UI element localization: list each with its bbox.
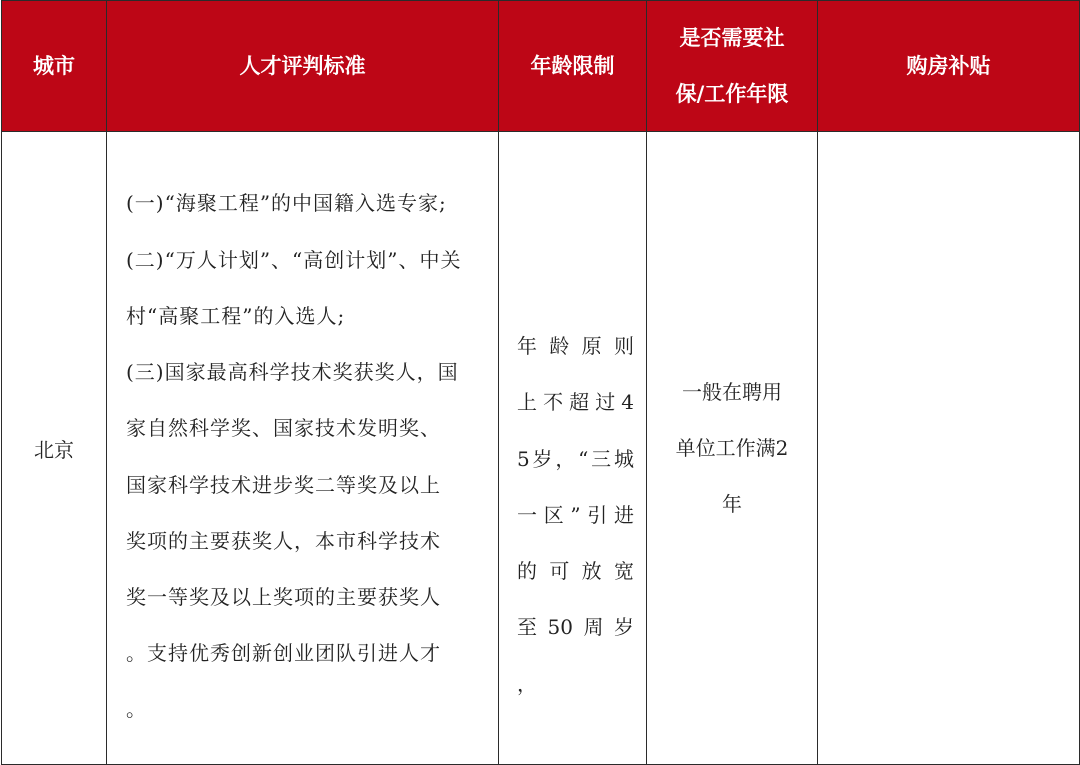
header-age: 年龄限制 <box>499 1 647 132</box>
cell-age-limit <box>499 132 647 765</box>
cell-subsidy <box>818 132 1080 765</box>
header-city: 城市 <box>2 1 107 132</box>
criteria-line: (一)“海聚工程”的中国籍入选专家; <box>126 191 447 216</box>
criteria-line: (三)国家最高科学技术奖获奖人，国 <box>126 360 459 385</box>
age-line: 至50周岁 <box>517 615 634 640</box>
criteria-line: 奖项的主要获奖人，本市科学技术 <box>126 528 441 553</box>
criteria-line: (二)“万人计划”、“高创计划”、中关 <box>126 247 462 272</box>
header-social-line-1: 是否需要社 <box>679 26 785 50</box>
criteria-line: 奖一等奖及以上奖项的主要获奖人 <box>126 584 441 609</box>
age-line: ， <box>517 671 537 696</box>
cell-social-security <box>647 132 818 765</box>
cell-criteria <box>107 132 499 765</box>
header-criteria: 人才评判标准 <box>107 1 499 132</box>
social-line: 一般在聘用 <box>682 380 782 404</box>
criteria-line: 村“高聚工程”的入选人; <box>126 303 346 328</box>
criteria-line: 家自然科学奖、国家技术发明奖、 <box>126 416 441 441</box>
age-line: 一区”引进 <box>517 502 634 527</box>
age-line: 上不超过4 <box>517 390 634 415</box>
cell-city: 北京 <box>2 132 107 765</box>
social-line: 年 <box>722 492 742 516</box>
age-line: 年龄原则 <box>517 334 634 359</box>
talent-policy-table <box>1 0 1080 765</box>
social-line: 单位工作满2 <box>675 436 789 460</box>
header-social-security <box>647 1 818 132</box>
header-social-line-2: 保/工作年限 <box>675 82 789 106</box>
header-row <box>2 1 1080 132</box>
age-line: 5岁，“三城 <box>517 446 634 471</box>
criteria-line: 国家科学技术进步奖二等奖及以上 <box>126 472 441 497</box>
criteria-line: 。支持优秀创新创业团队引进人才 <box>126 641 441 666</box>
age-line: 的可放宽 <box>517 559 634 584</box>
table-row <box>2 132 1080 765</box>
header-subsidy: 购房补贴 <box>818 1 1080 132</box>
criteria-line: 。 <box>126 697 147 722</box>
